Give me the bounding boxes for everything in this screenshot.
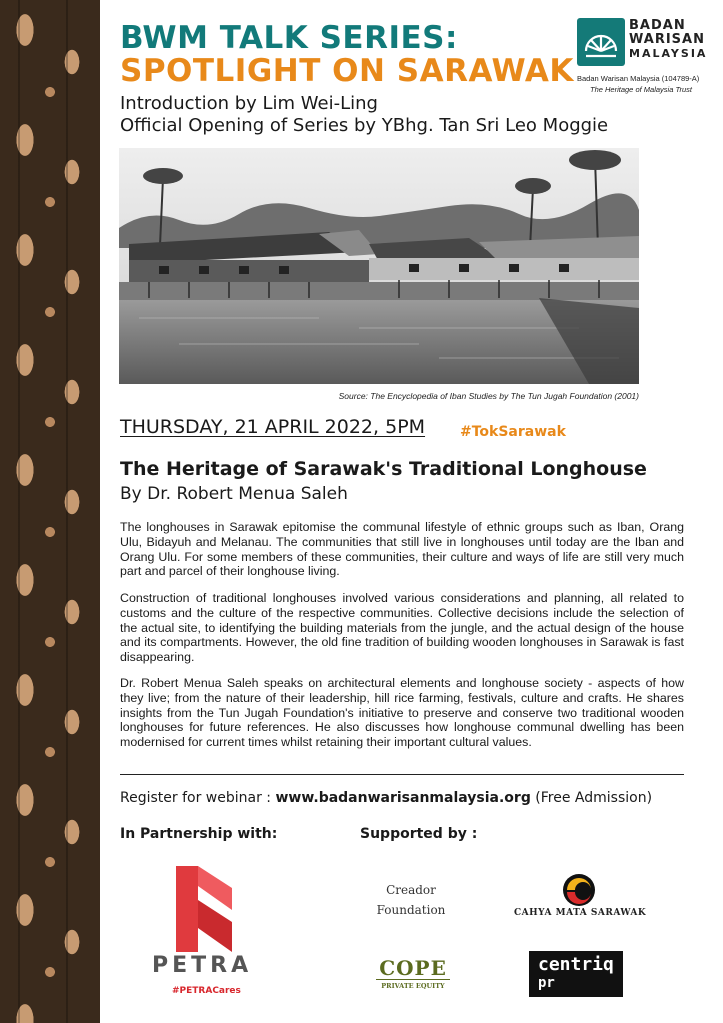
longhouse-photo [119,148,639,384]
organisation-registration: Badan Warisan Malaysia (104789-A) [577,74,700,83]
centriq-logo [529,951,623,997]
petra-logo-icon [176,866,232,952]
centriq-subtitle: pr [538,975,555,991]
register-note: (Free Admission) [530,790,653,806]
creador-foundation-logo [366,880,456,920]
register-link[interactable]: www.badanwarisanmalaysia.org [275,790,531,806]
decorative-border-band [0,0,100,1023]
photo-caption: Source: The Encyclopedia of Iban Studies by The Tun Jugah Foundation (2001) [338,391,639,401]
section-divider [120,774,684,775]
centriq-wordmark: centriq [538,954,614,975]
opening-line: Official Opening of Series by YBhg. Tan Sri Leo Moggie [120,115,609,136]
petra-wordmark: PETRA [152,953,253,978]
talk-speaker: By Dr. Robert Menua Saleh [120,484,348,504]
cope-wordmark: COPE [376,957,450,980]
wordmark-line: WARISAN [629,32,705,47]
creador-line: Foundation [376,903,446,917]
wordmark-line: BADAN [629,18,686,33]
cope-subtitle: PRIVATE EQUITY [381,982,445,990]
badan-warisan-wordmark [629,19,709,61]
organisation-tagline: The Heritage of Malaysia Trust [590,85,692,94]
introduction-line: Introduction by Lim Wei-Ling [120,93,378,114]
supported-heading: Supported by : [360,826,478,842]
body-paragraph: The longhouses in Sarawak epitomise the communal lifestyle of ethnic groups such as Iban, Orang Ulu, Bidayuh and Melanau. The communities that still live in longhouses until today are the Iban and Orang Ulu. For some members of these communities, their culture and ways of life are still very much part and parcel of their longhouse living. [120,520,684,579]
partnership-heading: In Partnership with: [120,826,278,842]
petra-hashtag: #PETRACares [172,986,241,996]
cms-emblem-icon [553,872,605,908]
series-subtitle: SPOTLIGHT ON SARAWAK [120,53,574,89]
register-label: Register for webinar : [120,790,276,806]
cope-logo [376,957,450,990]
register-line [120,790,652,806]
event-date: THURSDAY, 21 APRIL 2022, 5PM [120,416,426,438]
series-title: BWM TALK SERIES: [120,20,458,56]
wordmark-line: MALAYSIA [629,47,708,60]
cms-wordmark: CAHYA MATA SARAWAK [514,908,647,918]
body-paragraph: Construction of traditional longhouses involved various considerations and planning, all related to customs and the culture of the respective communities. Collective decisions include the selection of the actual site, to identifying the building materials from the jungle, and the actual design of the house and its compartments. However, the old fine tradition of building wooden longhouses in Sarawak is fast disappearing. [120,591,684,665]
creador-line: Creador [386,883,436,897]
talk-title: The Heritage of Sarawak's Traditional Longhouse [120,458,647,480]
fan-emblem-icon [577,18,625,66]
body-paragraph: Dr. Robert Menua Saleh speaks on architectural elements and longhouse society - aspects of how they live; from the nature of their leadership, hill rice farming, festivals, culture and crafts. He shares insights from the Tun Jugah Foundation's initiative to preserve and conserve two traditional wooden longhouses for future references. He also discusses how longhouse communal dwelling has been modernised for current times whilst retaining their important cultural values. [120,676,684,750]
event-hashtag: #TokSarawak [460,424,566,440]
